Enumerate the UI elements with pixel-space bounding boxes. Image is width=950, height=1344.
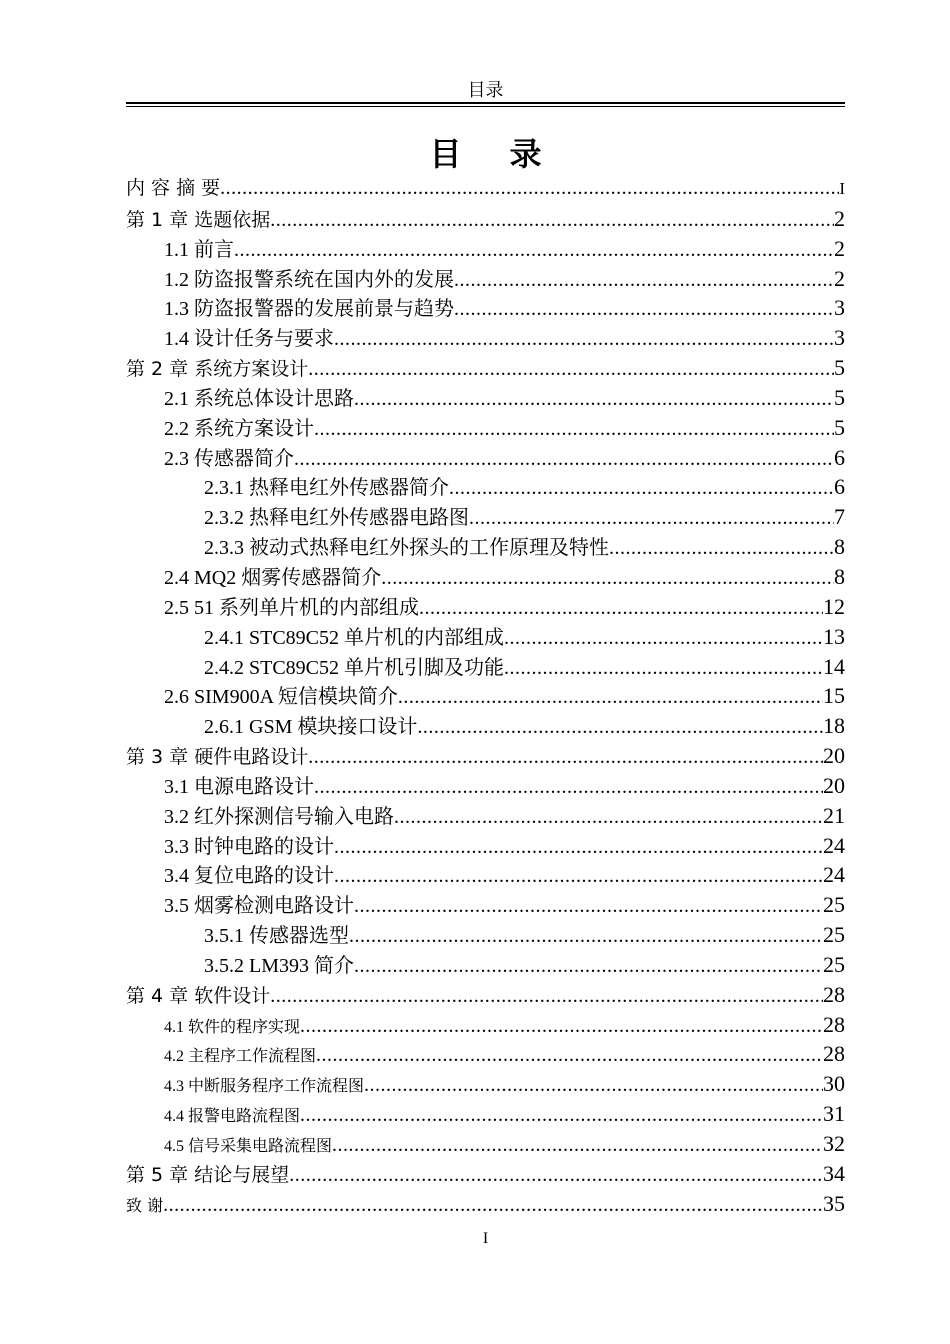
- toc-entry-title: 2.4 MQ2 烟雾传感器简介: [164, 566, 382, 589]
- toc-entry-title: 3.4 复位电路的设计: [164, 865, 334, 888]
- toc-entry-title: 致 谢: [126, 1195, 164, 1215]
- toc-entry-page: I: [839, 179, 845, 198]
- toc-entry[interactable]: [126, 204, 845, 234]
- toc-entry-page: 20: [823, 772, 845, 798]
- toc-entry-page: 6: [834, 444, 845, 470]
- toc-entry-title: 3.5 烟雾检测电路设计: [164, 895, 354, 918]
- toc-entry[interactable]: [126, 860, 845, 890]
- toc-entry-title: 3.5.1 传感器选型: [204, 925, 349, 948]
- toc-leader-dots: [270, 206, 834, 236]
- toc-entry[interactable]: [126, 1189, 845, 1219]
- toc-entry-page: 20: [823, 743, 845, 769]
- toc-entry[interactable]: [126, 1010, 845, 1040]
- toc-entry-page: 15: [823, 683, 845, 709]
- toc-entry-title: 4.2 主程序工作流程图: [164, 1048, 317, 1066]
- toc-leader-dots: [417, 713, 823, 743]
- toc-entry-page: 28: [823, 1011, 845, 1037]
- toc-entry-page: 5: [834, 414, 845, 440]
- toc-leader-dots: [270, 982, 823, 1012]
- toc-leader-dots: [234, 236, 834, 266]
- toc-entry[interactable]: [126, 264, 845, 294]
- toc-entry-title: 2.3.1 热释电红外传感器简介: [204, 477, 449, 500]
- toc-entry-page: 35: [823, 1190, 845, 1216]
- toc-entry-page: 24: [823, 832, 845, 858]
- toc-entry[interactable]: [126, 174, 845, 204]
- toc-entry-title: 2.3 传感器简介: [164, 447, 294, 470]
- toc-leader-dots: [354, 952, 823, 982]
- toc-entry-title: 2.3.2 热释电红外传感器电路图: [204, 507, 469, 530]
- toc-entry-title: 1.4 设计任务与要求: [164, 328, 334, 351]
- toc-entry-title: 2.2 系统方案设计: [164, 417, 314, 440]
- toc-leader-dots: [220, 174, 839, 204]
- toc-leader-dots: [308, 355, 834, 385]
- toc-leader-dots: [419, 594, 823, 624]
- toc-entry-title: 3.5.2 LM393 简介: [204, 954, 354, 977]
- toc-entry-title: 2.3.3 被动式热释电红外探头的工作原理及特性: [204, 537, 609, 560]
- toc-leader-dots: [300, 1101, 823, 1131]
- toc-entry[interactable]: [126, 950, 845, 980]
- toc-entry[interactable]: [126, 890, 845, 920]
- toc-entry[interactable]: [126, 652, 845, 682]
- toc-entry[interactable]: [126, 741, 845, 771]
- toc-entry-page: 24: [823, 862, 845, 888]
- toc-entry-page: 21: [823, 802, 845, 828]
- toc-entry-title: 内 容 摘 要: [126, 177, 221, 199]
- toc-entry-page: 3: [834, 325, 845, 351]
- toc-leader-dots: [163, 1191, 823, 1221]
- toc-leader-dots: [381, 564, 834, 594]
- toc-entry[interactable]: [126, 502, 845, 532]
- toc-entry[interactable]: [126, 1159, 845, 1189]
- toc-leader-dots: [504, 654, 823, 684]
- toc-entry[interactable]: [126, 323, 845, 353]
- toc-entry[interactable]: [126, 1069, 845, 1099]
- toc-leader-dots: [334, 325, 834, 355]
- toc-entry-page: 13: [823, 623, 845, 649]
- toc-entry-page: 25: [823, 922, 845, 948]
- toc-entry[interactable]: [126, 980, 845, 1010]
- toc-entry[interactable]: [126, 592, 845, 622]
- toc-entry-page: 6: [834, 474, 845, 500]
- toc-leader-dots: [308, 743, 823, 773]
- toc-leader-dots: [609, 534, 834, 564]
- toc-entry-page: 30: [823, 1071, 845, 1097]
- toc-entry-page: 14: [823, 653, 845, 679]
- toc-entry-title: 2.5 51 系列单片机的内部组成: [164, 596, 419, 619]
- toc-entry[interactable]: [126, 234, 845, 264]
- toc-entry-page: 28: [823, 981, 845, 1007]
- toc-entry-title: 1.2 防盗报警系统在国内外的发展: [164, 268, 454, 291]
- toc-entry-title: 2.6.1 GSM 模块接口设计: [204, 716, 418, 739]
- table-of-contents: [126, 174, 845, 1219]
- toc-entry-page: 2: [834, 235, 845, 261]
- toc-leader-dots: [364, 1071, 823, 1101]
- toc-entry-page: 2: [834, 265, 845, 291]
- toc-leader-dots: [454, 295, 834, 325]
- toc-entry-page: 8: [834, 534, 845, 560]
- toc-entry[interactable]: [126, 293, 845, 323]
- toc-entry-title: 4.4 报警电路流程图: [164, 1108, 301, 1126]
- toc-entry-title: 第 4 章 软件设计: [126, 984, 271, 1007]
- toc-entry-title: 第 5 章 结论与展望: [126, 1163, 290, 1186]
- header-rule-thick: [126, 102, 845, 104]
- toc-leader-dots: [354, 892, 823, 922]
- header-rule-thin: [126, 106, 845, 107]
- toc-entry-title: 2.1 系统总体设计思路: [164, 387, 354, 410]
- toc-leader-dots: [289, 1161, 823, 1191]
- toc-leader-dots: [394, 803, 823, 833]
- toc-leader-dots: [469, 504, 834, 534]
- toc-entry-title: 2.6 SIM900A 短信模块简介: [164, 686, 398, 709]
- toc-entry-page: 12: [823, 593, 845, 619]
- toc-leader-dots: [504, 624, 823, 654]
- toc-entry-page: 18: [823, 713, 845, 739]
- toc-entry-page: 5: [834, 355, 845, 381]
- toc-entry-title: 3.1 电源电路设计: [164, 775, 314, 798]
- toc-leader-dots: [316, 1041, 823, 1071]
- toc-leader-dots: [314, 773, 823, 803]
- toc-entry[interactable]: [126, 1099, 845, 1129]
- toc-leader-dots: [449, 474, 834, 504]
- toc-entry-title: 4.1 软件的程序实现: [164, 1018, 301, 1036]
- toc-entry-title: 2.4.1 STC89C52 单片机的内部组成: [204, 626, 505, 649]
- page-title: 目录: [429, 135, 590, 173]
- toc-entry-title: 3.3 时钟电路的设计: [164, 835, 334, 858]
- toc-entry[interactable]: [126, 1129, 845, 1159]
- toc-entry-page: 8: [834, 563, 845, 589]
- toc-entry-page: 25: [823, 892, 845, 918]
- toc-entry-title: 第 1 章 选题依据: [126, 208, 271, 231]
- toc-entry[interactable]: [126, 801, 845, 831]
- toc-entry[interactable]: [126, 622, 845, 652]
- toc-entry[interactable]: [126, 443, 845, 473]
- toc-entry-title: 第 2 章 系统方案设计: [126, 358, 309, 381]
- toc-leader-dots: [332, 1131, 823, 1161]
- toc-entry[interactable]: [126, 383, 845, 413]
- toc-leader-dots: [354, 385, 834, 415]
- toc-entry-title: 4.3 中断服务程序工作流程图: [164, 1078, 365, 1096]
- toc-entry[interactable]: [126, 562, 845, 592]
- toc-entry-page: 34: [823, 1160, 845, 1186]
- toc-entry[interactable]: [126, 472, 845, 502]
- toc-entry[interactable]: [126, 413, 845, 443]
- toc-entry-title: 4.5 信号采集电路流程图: [164, 1138, 333, 1155]
- toc-leader-dots: [334, 833, 823, 863]
- page-number-footer: I: [482, 1230, 489, 1247]
- toc-entry-title: 第 3 章 硬件电路设计: [126, 746, 309, 769]
- toc-entry-page: 32: [823, 1131, 845, 1156]
- toc-entry-title: 1.1 前言: [164, 238, 234, 261]
- running-header: 目录: [467, 80, 504, 100]
- toc-leader-dots: [398, 683, 823, 713]
- toc-entry-page: 25: [823, 951, 845, 977]
- toc-entry[interactable]: [126, 353, 845, 383]
- toc-entry-title: 3.2 红外探测信号输入电路: [164, 805, 394, 828]
- toc-entry[interactable]: [126, 681, 845, 711]
- toc-entry[interactable]: [126, 711, 845, 741]
- toc-entry-page: 7: [834, 504, 845, 530]
- toc-entry[interactable]: [126, 771, 845, 801]
- toc-entry[interactable]: [126, 1039, 845, 1069]
- toc-leader-dots: [300, 1012, 823, 1042]
- toc-entry[interactable]: [126, 920, 845, 950]
- toc-leader-dots: [294, 445, 834, 475]
- toc-leader-dots: [349, 922, 823, 952]
- toc-entry-page: 2: [834, 205, 845, 231]
- toc-entry-title: 1.3 防盗报警器的发展前景与趋势: [164, 298, 454, 321]
- toc-entry-page: 31: [823, 1101, 845, 1127]
- toc-entry-page: 5: [834, 384, 845, 410]
- toc-entry-title: 2.4.2 STC89C52 单片机引脚及功能: [204, 656, 505, 679]
- toc-leader-dots: [334, 862, 823, 892]
- toc-entry-page: 3: [834, 295, 845, 321]
- toc-entry[interactable]: [126, 532, 845, 562]
- toc-entry-page: 28: [823, 1041, 845, 1067]
- toc-leader-dots: [314, 415, 834, 445]
- toc-leader-dots: [454, 266, 834, 296]
- toc-entry[interactable]: [126, 831, 845, 861]
